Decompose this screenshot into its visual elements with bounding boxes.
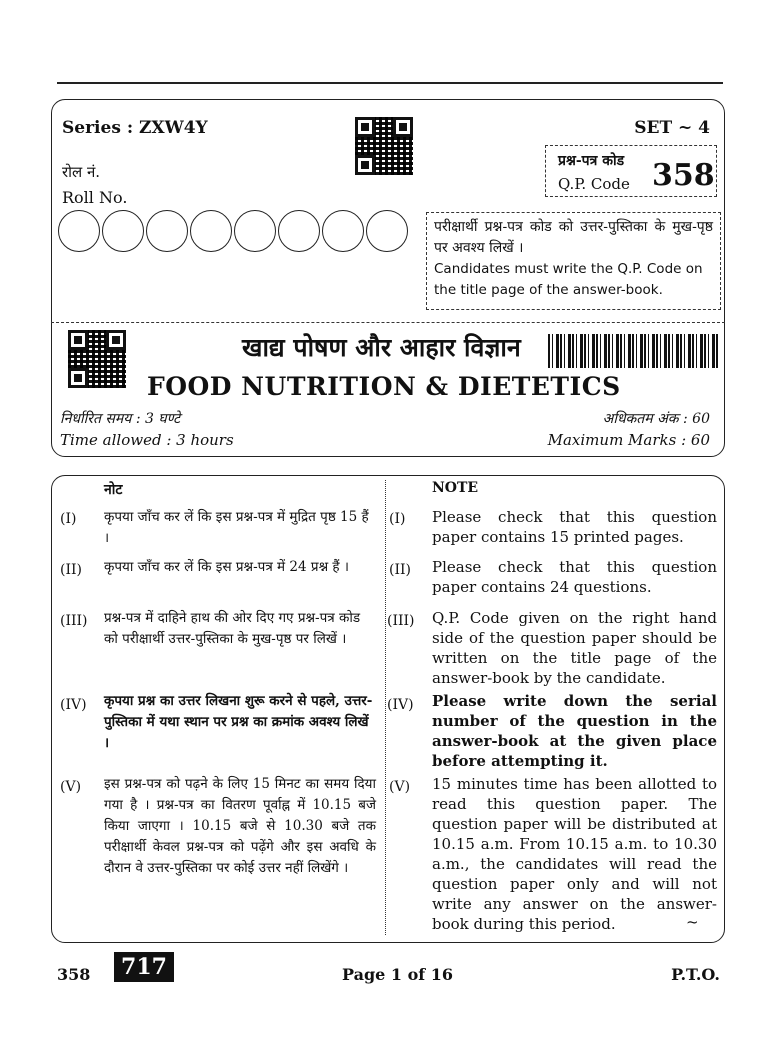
candidate-instruction-hindi: परीक्षार्थी प्रश्न-पत्र कोड को उत्तर-पुस्तिका के मुख-पृष्ठ पर अवश्य लिखें ।: [434, 219, 713, 256]
note-number: (I): [389, 511, 406, 527]
barcode-icon: [548, 334, 718, 368]
roll-digit-box[interactable]: [278, 210, 320, 252]
note-text-hindi: इस प्रश्न-पत्र को पढ़ने के लिए 15 मिनट का समय दिया गया है । प्रश्न-पत्र का वितरण पूर्वाह्न में 10.15 बजे किया जाएगा । 10.15 बजे से 10.30 बजे तक परीक्षार्थी केवल प्रश्न-पत्र को पढ़ेंगे और इस अवधि के दौरान वे उत्तर-पुस्तिका पर कोई उत्तर नहीं लिखेंगे ।: [104, 776, 376, 876]
roll-label-english: Roll No.: [62, 188, 128, 207]
note-number: (IV): [387, 697, 414, 713]
header-divider: [51, 322, 725, 323]
note-number: (V): [60, 779, 82, 795]
note-text-english: Please write down the serial number of the question in the answer-book at the given place before attempting it.: [432, 692, 717, 770]
note-heading-hindi: नोट: [104, 482, 123, 498]
note-heading-english: NOTE: [432, 480, 479, 496]
footer-code-box: 717: [114, 952, 174, 982]
qp-label-hindi: प्रश्न-पत्र कोड: [558, 153, 625, 169]
note-text-english: 15 minutes time has been allotted to read this question paper. The question paper will be distributed at 10.15 a.m. From 10.15 a.m. to 10.30 a.m., the candidates will read the question paper only and will not write any answer on the answer-book during this period.: [432, 775, 717, 933]
roll-digit-box[interactable]: [146, 210, 188, 252]
candidate-instruction-english: Candidates must write the Q.P. Code on the title page of the answer-book.: [434, 261, 703, 298]
roll-digit-box[interactable]: [58, 210, 100, 252]
candidate-instruction-box: [426, 212, 721, 310]
note-number: (IV): [60, 697, 87, 713]
set-label: SET ~ 4: [634, 118, 710, 138]
qr-code-icon: [68, 330, 126, 388]
title-hindi: खाद्य पोषण और आहार विज्ञान: [242, 333, 521, 362]
time-allowed-english: Time allowed : 3 hours: [60, 431, 234, 449]
roll-digit-box[interactable]: [190, 210, 232, 252]
qr-code-icon: [355, 117, 413, 175]
note-text-english: Please check that this question paper contains 24 questions.: [432, 558, 717, 596]
roll-label-hindi: रोल नं.: [62, 163, 101, 181]
roll-digit-box[interactable]: [366, 210, 408, 252]
page-number: Page 1 of 16: [342, 965, 453, 984]
title-english: FOOD NUTRITION & DIETETICS: [147, 372, 621, 401]
note-text-hindi: कृपया जाँच कर लें कि इस प्रश्न-पत्र में 24 प्रश्न हैं ।: [104, 559, 349, 575]
continuation-tilde: ~: [686, 913, 699, 931]
note-number: (II): [60, 562, 82, 578]
top-rule: [57, 82, 723, 84]
note-number: (I): [60, 511, 77, 527]
note-number: (II): [389, 562, 411, 578]
note-number: (III): [60, 613, 88, 629]
note-number: (III): [387, 613, 415, 629]
roll-digit-box[interactable]: [102, 210, 144, 252]
note-text-english: Q.P. Code given on the right hand side of the question paper should be written on the title page of the answer-book by the candidate.: [432, 609, 717, 687]
qp-label-english: Q.P. Code: [558, 175, 630, 193]
roll-digit-box[interactable]: [234, 210, 276, 252]
series-label: Series : ZXW4Y: [62, 118, 208, 138]
time-allowed-hindi: निर्धारित समय : 3 घण्टे: [60, 411, 181, 427]
qp-code-value: 358: [652, 158, 715, 193]
max-marks-english: Maximum Marks : 60: [547, 431, 710, 449]
note-text-hindi: कृपया प्रश्न का उत्तर लिखना शुरू करने से पहले, उत्तर-पुस्तिका में यथा स्थान पर प्रश्न का क्रमांक अवश्य लिखें ।: [104, 693, 373, 751]
note-number: (V): [389, 779, 411, 795]
note-text-hindi: प्रश्न-पत्र में दाहिने हाथ की ओर दिए गए प्रश्न-पत्र कोड को परीक्षार्थी उत्तर-पुस्तिका के मुख-पृष्ठ पर लिखें ।: [104, 610, 361, 647]
note-text-hindi: कृपया जाँच कर लें कि इस प्रश्न-पत्र में मुद्रित पृष्ठ 15 हैं ।: [104, 509, 369, 546]
roll-digit-box[interactable]: [322, 210, 364, 252]
pto-label: P.T.O.: [671, 965, 720, 984]
footer-qp-code: 358: [57, 965, 91, 984]
max-marks-hindi: अधिकतम अंक : 60: [602, 411, 710, 427]
roll-number-boxes[interactable]: [58, 210, 408, 252]
notes-column-divider: [385, 480, 386, 935]
note-text-english: Please check that this question paper contains 15 printed pages.: [432, 508, 717, 546]
